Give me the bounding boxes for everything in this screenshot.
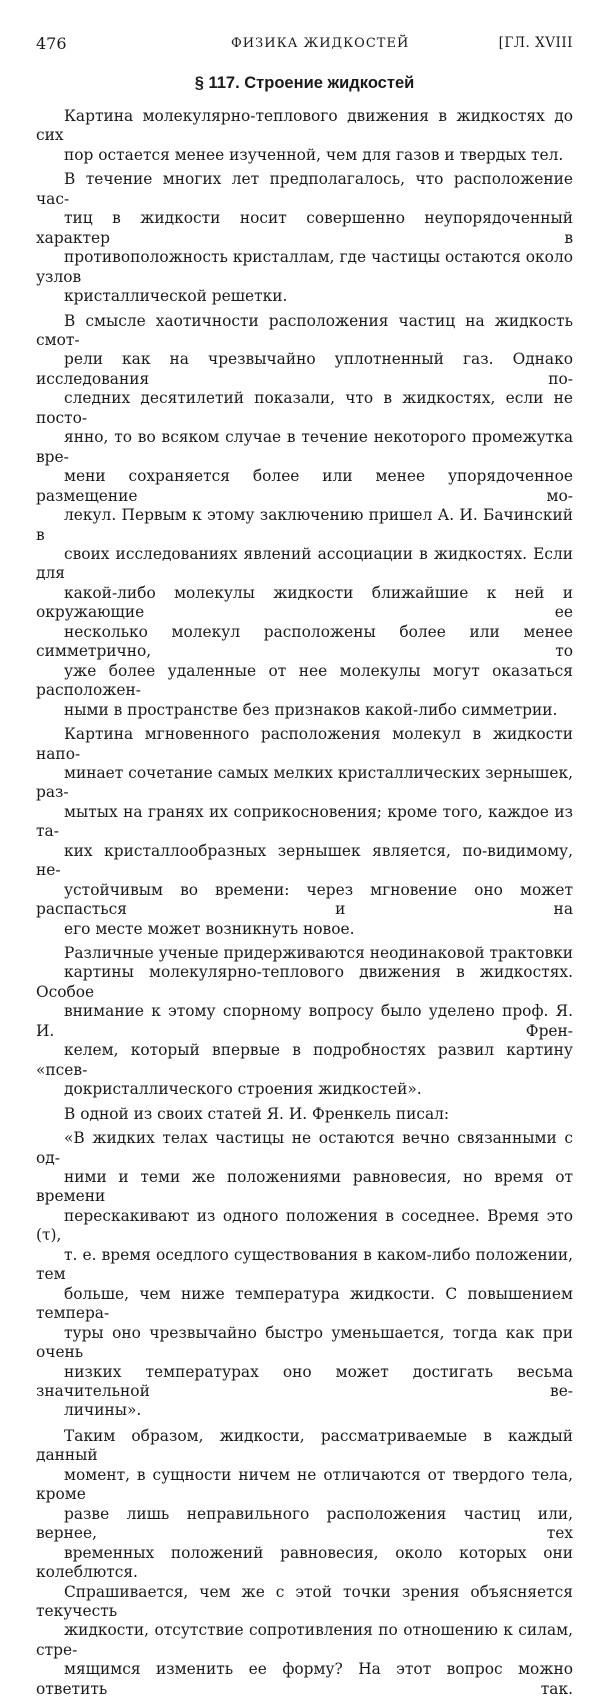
text-line: какой-либо молекулы жидкости ближайшие к ней и окружающие ее bbox=[36, 583, 573, 622]
text-line: т. е. время оседлого существования в каком-либо положении, тем bbox=[36, 1245, 573, 1284]
paragraph bbox=[36, 1105, 573, 1124]
paragraph bbox=[36, 312, 573, 721]
text-line: тиц в жидкости носит совершенно неупорядоченный характер в bbox=[36, 209, 573, 247]
text-line: В течение многих лет предполагалось, что расположение час- bbox=[36, 170, 573, 208]
running-head bbox=[36, 34, 573, 56]
paragraph bbox=[36, 107, 573, 165]
page-number: 476 bbox=[36, 34, 67, 53]
text-line: больше, чем ниже температура жидкости. С повышением темпера- bbox=[36, 1284, 573, 1323]
text-line: перескакивают из одного положения в соседнее. Время это (τ), bbox=[36, 1206, 573, 1245]
text-line: разве лишь неправильного расположения частиц или, вернее, тех bbox=[36, 1504, 573, 1543]
text-line: его месте может возникнуть новое. bbox=[64, 919, 355, 938]
text-line: уже более удаленные от нее молекулы могут оказаться расположен- bbox=[36, 661, 573, 700]
text-line: временных положений равновесия, около которых они колеблются. bbox=[36, 1543, 573, 1582]
text-line: рели как на чрезвычайно уплотненный газ. Однако исследования по- bbox=[36, 350, 573, 388]
text-line: кристаллической решетки. bbox=[64, 287, 288, 306]
text-line: момент, в сущности ничем не отличаются от твердого тела, кроме bbox=[36, 1465, 573, 1504]
text-line: келем, который впервые в подробностях развил картину «псев- bbox=[36, 1041, 573, 1079]
text-line: докристаллического строения жидкостей». bbox=[64, 1080, 422, 1099]
text-line: внимание к этому спорному вопросу было уделено проф. Я. И. Френ- bbox=[36, 1002, 573, 1040]
text-line: ными в пространстве без признаков какой-либо симметрии. bbox=[64, 700, 558, 719]
text-line: лекул. Первым к этому заключению пришел А. И. Бачинский в bbox=[36, 506, 573, 544]
text-line: минает сочетание самых мелких кристаллических зернышек, раз- bbox=[36, 763, 573, 802]
text-line: туры оно чрезвычайно быстро уменьшается, тогда как при очень bbox=[36, 1323, 573, 1362]
text-line: ких кристаллообразных зернышек является, по-видимому, не- bbox=[36, 841, 573, 880]
text-line: жидкости, отсутствие сопротивления по отношению к силам, стре- bbox=[36, 1621, 573, 1659]
text-line: противоположность кристаллам, где частицы остаются около узлов bbox=[36, 248, 573, 286]
paragraph bbox=[36, 725, 573, 939]
book-page bbox=[36, 34, 573, 1699]
text-line: мени сохраняется более или менее упорядоченное размещение мо- bbox=[36, 467, 573, 505]
text-line: низких температурах оно может достигать весьма значительной ве- bbox=[36, 1362, 573, 1400]
text-line: янно, то во всяком случае в течение некоторого промежутка вре- bbox=[36, 428, 573, 466]
text-line: мытых на гранях их соприкосновения; кроме того, каждое из та- bbox=[36, 802, 573, 841]
paragraph bbox=[36, 170, 573, 306]
text-line: Спрашивается, чем же с этой точки зрения объясняется текучесть bbox=[36, 1582, 573, 1620]
quote-paragraph bbox=[36, 1129, 573, 1421]
text-line: В смысле хаотичности расположения частиц на жидкость смот- bbox=[36, 311, 573, 349]
chapter-reference: [ГЛ. XVIII bbox=[498, 35, 573, 51]
text-line: несколько молекул расположены более или менее симметрично, то bbox=[36, 622, 573, 661]
text-line: следних десятилетий показали, что в жидкостях, если не посто- bbox=[36, 389, 573, 427]
text-line: Картина мгновенного расположения молекул в жидкости напо- bbox=[36, 725, 573, 763]
text-line: «В жидких телах частицы не остаются вечно связанными с од- bbox=[36, 1129, 573, 1167]
running-title: ФИЗИКА ЖИДКОСТЕЙ bbox=[231, 36, 410, 51]
text-line: картины молекулярно-теплового движения в жидкостях. Особое bbox=[36, 963, 573, 1001]
text-line: Картина молекулярно-теплового движения в жидкостях до сих bbox=[36, 107, 573, 145]
text-line: пор остается менее изученной, чем для газов и твердых тел. bbox=[64, 145, 564, 164]
text-line: ними и теми же положениями равновесия, но время от времени bbox=[36, 1168, 573, 1206]
text-line: Различные ученые придерживаются неодинаковой трактовки bbox=[64, 944, 573, 963]
body-text bbox=[36, 107, 573, 1699]
text-line: своих исследованиях явлений ассоциации в жидкостях. Если для bbox=[36, 544, 573, 583]
paragraph bbox=[36, 944, 573, 1100]
section-title: § 117. Строение жидкостей bbox=[194, 74, 415, 92]
text-line: В одной из своих статей Я. И. Френкель писал: bbox=[64, 1104, 450, 1123]
text-line: Таким образом, жидкости, рассматриваемые в каждый данный bbox=[36, 1426, 573, 1465]
text-line: устойчивым во времени: через мгновение оно может распасться и на bbox=[36, 880, 573, 919]
text-line: личины». bbox=[64, 1401, 142, 1420]
text-line: мящимся изменить ее форму? На этот вопрос можно ответить так. bbox=[36, 1660, 573, 1698]
paragraph bbox=[36, 1427, 573, 1699]
